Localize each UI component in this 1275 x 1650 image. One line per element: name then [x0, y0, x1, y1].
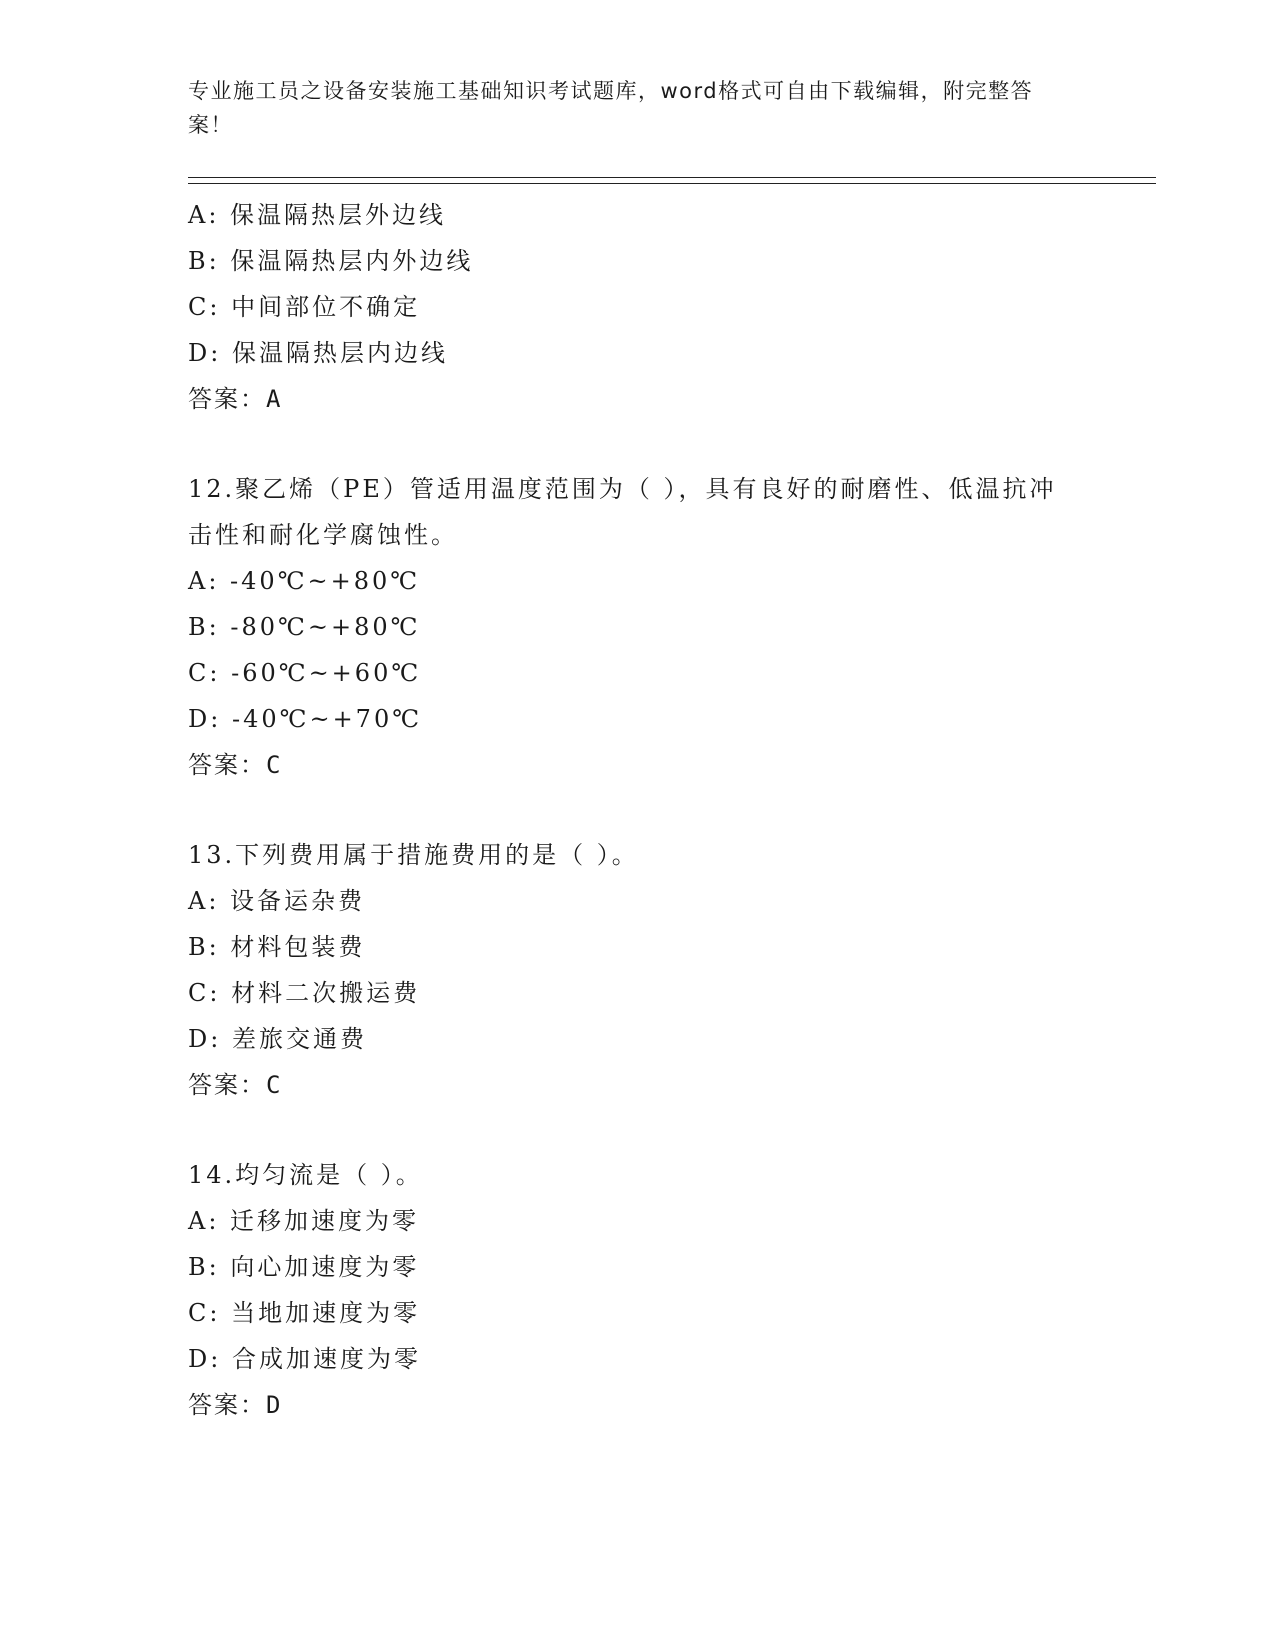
- question-stem: 13.下列费用属于措施费用的是（ ）。: [188, 841, 639, 869]
- answer-value: C: [266, 751, 283, 779]
- option-d: D: 保温隔热层内边线: [188, 339, 448, 367]
- option-d: D: -40℃~+70℃: [188, 705, 423, 733]
- question-block-11: [188, 192, 1088, 422]
- answer-label: 答案：: [188, 1071, 266, 1099]
- answer-label: 答案：: [188, 751, 266, 779]
- answer-line: [188, 376, 1088, 422]
- option-a: A: 保温隔热层外边线: [188, 201, 447, 229]
- question-list: [188, 192, 1088, 1428]
- option-b: B: -80℃~+80℃: [188, 613, 421, 641]
- header-divider-bottom: [188, 183, 1156, 184]
- answer-value: D: [266, 1391, 283, 1419]
- option-a: A: 设备运杂费: [188, 887, 366, 915]
- question-stem: 12.聚乙烯（PE）管适用温度范围为（ ），具有良好的耐磨性、低温抗冲击性和耐化学腐蚀性。: [188, 475, 1057, 549]
- option-a: A: -40℃~+80℃: [188, 567, 421, 595]
- option-c: C: -60℃~+60℃: [188, 659, 422, 687]
- option-d: D: 合成加速度为零: [188, 1345, 421, 1373]
- question-stem: 14.均匀流是（ ）。: [188, 1161, 423, 1189]
- answer-value: C: [266, 1071, 283, 1099]
- option-b: B: 保温隔热层内外边线: [188, 247, 474, 275]
- answer-value: A: [266, 385, 283, 413]
- option-c: C: 中间部位不确定: [188, 293, 421, 321]
- option-d: D: 差旅交通费: [188, 1025, 367, 1053]
- answer-line: [188, 742, 1088, 788]
- question-block-12: [188, 466, 1088, 788]
- question-block-14: [188, 1152, 1088, 1428]
- answer-label: 答案：: [188, 1391, 266, 1419]
- option-c: C: 当地加速度为零: [188, 1299, 421, 1327]
- answer-line: [188, 1382, 1088, 1428]
- question-block-13: [188, 832, 1088, 1108]
- header-title: 专业施工员之设备安装施工基础知识考试题库，word格式可自由下载编辑，附完整答案！: [188, 79, 1034, 137]
- option-b: B: 材料包装费: [188, 933, 366, 961]
- header-divider-top: [188, 177, 1156, 178]
- option-c: C: 材料二次搬运费: [188, 979, 421, 1007]
- document-header: [188, 74, 1068, 142]
- answer-label: 答案：: [188, 385, 266, 413]
- answer-line: [188, 1062, 1088, 1108]
- option-a: A: 迁移加速度为零: [188, 1207, 420, 1235]
- option-b: B: 向心加速度为零: [188, 1253, 420, 1281]
